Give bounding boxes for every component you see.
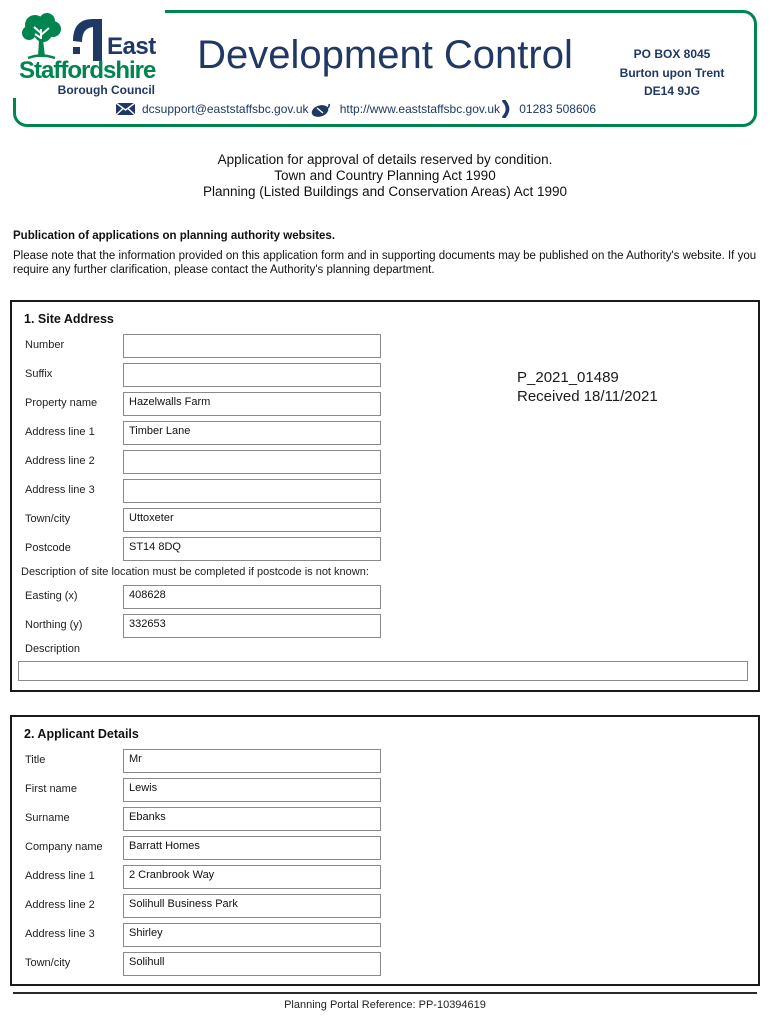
field-row-easting	[16, 585, 750, 609]
field-label: Address line 1	[25, 870, 95, 882]
field-label: Town/city	[25, 513, 71, 525]
field-row-town-city	[16, 508, 750, 532]
northing-field[interactable]: 332653	[123, 614, 381, 638]
field-label: Town/city	[25, 957, 71, 969]
publication-note: Please note that the information provided on this application form and in supporting documents may be published on the Authority's website. If you require any further clarification, please contact the Authority's planning department.	[13, 250, 757, 276]
field-row-applicant-address-line-3	[16, 923, 750, 947]
field-row-address-line-2	[16, 450, 750, 474]
property-name-field[interactable]: Hazelwalls Farm	[123, 392, 381, 416]
description-label: Description	[25, 643, 81, 655]
field-label: First name	[25, 783, 77, 795]
field-label: Address line 3	[25, 928, 95, 940]
field-label: Address line 1	[25, 426, 95, 438]
field-label: Number	[25, 339, 65, 351]
document-title: Development Control	[197, 33, 573, 77]
site-location-hint: Description of site location must be completed if postcode is not known:	[21, 566, 369, 578]
application-reference: P_2021_01489	[517, 369, 619, 386]
field-label: Northing (y)	[25, 619, 83, 631]
logo-text-staffordshire: Staffordshire	[19, 57, 156, 84]
received-stamp	[517, 368, 658, 406]
applicant-address-line-1-field[interactable]: 2 Cranbrook Way	[123, 865, 381, 889]
applicant-town-city-field[interactable]: Solihull	[123, 952, 381, 976]
received-date: Received 18/11/2021	[517, 388, 658, 405]
contact-website-text[interactable]: http://www.eaststaffsbc.gov.uk	[339, 102, 501, 116]
suffix-field[interactable]	[123, 363, 381, 387]
envelope-icon	[116, 103, 135, 115]
field-row-surname	[16, 807, 750, 831]
field-label: Address line 2	[25, 455, 95, 467]
field-row-number	[16, 334, 750, 358]
field-label: Surname	[25, 812, 70, 824]
field-label: Postcode	[25, 542, 71, 554]
field-row-northing	[16, 614, 750, 638]
first-name-field[interactable]: Lewis	[123, 778, 381, 802]
field-label: Address line 3	[25, 484, 95, 496]
contact-email	[116, 102, 309, 116]
field-label: Title	[25, 754, 46, 766]
field-row-applicant-address-line-2	[16, 894, 750, 918]
surname-field[interactable]: Ebanks	[123, 807, 381, 831]
address-line-2-field[interactable]	[123, 450, 381, 474]
contact-website	[311, 101, 500, 117]
publication-heading: Publication of applications on planning authority websites.	[13, 230, 336, 242]
logo-text-borough-council: Borough Council	[57, 83, 155, 97]
town-city-field[interactable]: Uttoxeter	[123, 508, 381, 532]
application-title	[0, 152, 770, 200]
field-row-address-line-1	[16, 421, 750, 445]
mouse-icon	[311, 101, 333, 117]
contact-phone-text: 01283 508606	[519, 102, 596, 116]
address-line: DE14 9JG	[643, 84, 701, 99]
field-row-postcode	[16, 537, 750, 561]
section1-heading: 1. Site Address	[24, 312, 114, 326]
field-row-applicant-address-line-1	[16, 865, 750, 889]
field-row-applicant-town-city	[16, 952, 750, 976]
address-line-3-field[interactable]	[123, 479, 381, 503]
title-field[interactable]: Mr	[123, 749, 381, 773]
application-title-line: Town and Country Planning Act 1990	[274, 168, 496, 183]
field-row-first-name	[16, 778, 750, 802]
applicant-address-line-3-field[interactable]: Shirley	[123, 923, 381, 947]
applicant-details-section	[10, 715, 760, 986]
company-name-field[interactable]: Barratt Homes	[123, 836, 381, 860]
phone-icon	[502, 100, 512, 118]
footer-divider	[13, 992, 757, 994]
description-field[interactable]	[18, 661, 748, 681]
site-address-section	[10, 300, 760, 692]
field-row-title	[16, 749, 750, 773]
number-field[interactable]	[123, 334, 381, 358]
field-label: Suffix	[25, 368, 53, 380]
planning-portal-reference: Planning Portal Reference: PP-10394619	[284, 999, 486, 1011]
logo-text-east: East	[107, 33, 156, 60]
easting-field[interactable]: 408628	[123, 585, 381, 609]
contact-phone	[502, 100, 596, 118]
applicant-address-line-2-field[interactable]: Solihull Business Park	[123, 894, 381, 918]
field-label: Address line 2	[25, 899, 95, 911]
letterhead	[13, 10, 757, 127]
contact-row	[116, 100, 596, 118]
application-title-line: Planning (Listed Buildings and Conservation Areas) Act 1990	[203, 184, 567, 199]
postcode-field[interactable]: ST14 8DQ	[123, 537, 381, 561]
address-line-1-field[interactable]: Timber Lane	[123, 421, 381, 445]
field-row-company-name	[16, 836, 750, 860]
address-line: Burton upon Trent	[619, 65, 725, 80]
section2-heading: 2. Applicant Details	[24, 727, 139, 741]
field-row-address-line-3	[16, 479, 750, 503]
field-label: Property name	[25, 397, 98, 409]
council-postal-address	[612, 45, 732, 101]
contact-email-text[interactable]: dcsupport@eaststaffsbc.gov.uk	[142, 102, 309, 116]
application-title-line: Application for approval of details reserved by condition.	[217, 152, 553, 167]
field-label: Company name	[25, 841, 103, 853]
field-label: Easting (x)	[25, 590, 78, 602]
address-line: PO BOX 8045	[633, 47, 711, 61]
